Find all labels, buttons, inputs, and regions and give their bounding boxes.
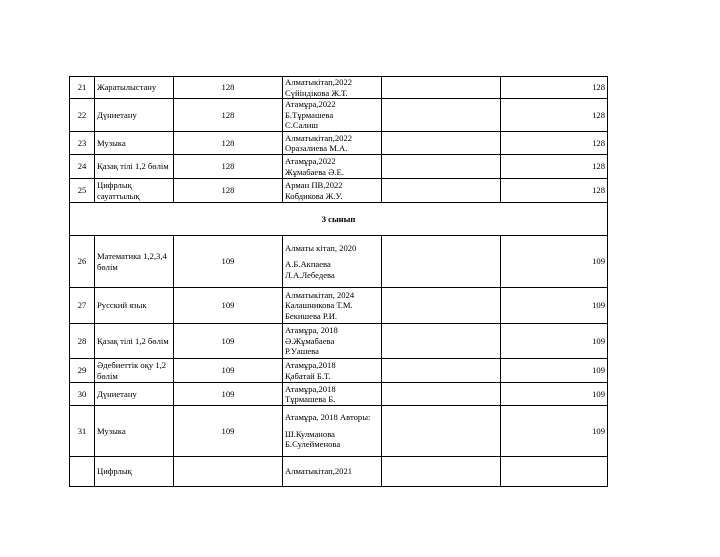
row-number: 25	[70, 179, 95, 203]
empty-cell	[382, 236, 501, 288]
student-count: 128	[174, 77, 283, 99]
publisher-line: Алматы кітап, 2020	[285, 242, 357, 253]
row-number: 28	[70, 324, 95, 359]
publisher-line: Атамұра,2018	[285, 383, 336, 394]
publisher-line: Калашникова Т.М.	[285, 300, 353, 311]
subject-name: Цифрлық	[95, 457, 174, 487]
quantity: 128	[501, 77, 608, 99]
publisher-line: Кобдикова Ж.У.	[285, 190, 343, 201]
publisher-line: Тұрмашева Б.	[285, 394, 336, 404]
student-count	[174, 457, 283, 487]
publisher-line: Қабатай Б.Т.	[285, 370, 331, 381]
publisher-line: Оразалиева М.А.	[285, 143, 348, 153]
subject-name: Музыка	[95, 132, 174, 155]
publisher-authors	[283, 99, 382, 132]
publisher-line: Ш.Кулманова	[285, 428, 335, 439]
table-row	[70, 77, 608, 99]
table-row	[70, 383, 608, 406]
empty-cell	[382, 324, 501, 359]
empty-cell	[382, 406, 501, 457]
quantity: 109	[501, 406, 608, 457]
quantity: 128	[501, 155, 608, 179]
table-body-grade-2	[70, 77, 608, 203]
row-number: 22	[70, 99, 95, 132]
publisher-authors	[283, 288, 382, 324]
subject-name: Музыка	[95, 406, 174, 457]
publisher-authors	[283, 179, 382, 203]
publisher-authors	[283, 324, 382, 359]
publisher-line: Алматыкітап,2022	[285, 77, 353, 87]
grade-section	[70, 203, 608, 236]
quantity	[501, 457, 608, 487]
table-row	[70, 99, 608, 132]
row-number: 24	[70, 155, 95, 179]
grade-header: 3 сынып	[70, 203, 608, 236]
publisher-line: Ә.Жұмабаева	[285, 335, 335, 346]
quantity: 109	[501, 324, 608, 359]
quantity: 128	[501, 99, 608, 132]
publisher-line: Бекишева Р.И.	[285, 310, 338, 321]
student-count: 128	[174, 155, 283, 179]
quantity: 109	[501, 288, 608, 324]
student-count: 109	[174, 236, 283, 288]
quantity: 128	[501, 132, 608, 155]
row-number: 30	[70, 383, 95, 406]
table-row	[70, 236, 608, 288]
publisher-line: А.Б.Акпаева	[285, 259, 331, 270]
student-count: 109	[174, 383, 283, 406]
publisher-authors	[283, 457, 382, 487]
student-count: 128	[174, 179, 283, 203]
table-row	[70, 155, 608, 179]
subject-name: Әдебиеттік оқу 1,2 бөлім	[95, 359, 174, 383]
empty-cell	[382, 457, 501, 487]
publisher-line: Атамұра,2022	[285, 99, 336, 110]
publisher-line: Б.Сулейменова	[285, 439, 341, 450]
empty-cell	[382, 99, 501, 132]
subject-name: Дүниетану	[95, 99, 174, 132]
subject-name: Русский язык	[95, 288, 174, 324]
publisher-line: С.Салиш	[285, 120, 319, 131]
student-count: 109	[174, 406, 283, 457]
publisher-line: Б.Тұрмашева	[285, 109, 334, 120]
table-body-grade-3	[70, 236, 608, 487]
row-number: 21	[70, 77, 95, 99]
empty-cell	[382, 132, 501, 155]
student-count: 128	[174, 132, 283, 155]
empty-cell	[382, 359, 501, 383]
empty-cell	[382, 288, 501, 324]
row-number: 29	[70, 359, 95, 383]
quantity: 109	[501, 236, 608, 288]
table-row	[70, 359, 608, 383]
publisher-authors	[283, 77, 382, 99]
publisher-authors	[283, 383, 382, 406]
student-count: 109	[174, 288, 283, 324]
publisher-line: Алматыкітап, 2024	[285, 289, 355, 300]
quantity: 128	[501, 179, 608, 203]
publisher-authors	[283, 132, 382, 155]
publisher-line: Алматыкітап,2022	[285, 132, 353, 143]
subject-name: Дүниетану	[95, 383, 174, 406]
publisher-line: Атамұра,2018	[285, 360, 336, 370]
publisher-line: Р.Уашева	[285, 346, 319, 357]
publisher-authors	[283, 236, 382, 288]
row-number	[70, 457, 95, 487]
student-count: 109	[174, 359, 283, 383]
publisher-line: Сүйіндікова Ж.Т.	[285, 87, 348, 98]
quantity: 109	[501, 383, 608, 406]
table-row	[70, 179, 608, 203]
publisher-line: Арман ПВ,2022	[285, 180, 343, 190]
publisher-line: Атамұра,2022	[285, 156, 336, 166]
student-count: 109	[174, 324, 283, 359]
subject-name: Цифрлық сауаттылық	[95, 179, 174, 203]
table-row	[70, 288, 608, 324]
student-count: 128	[174, 99, 283, 132]
subject-name: Жаратылыстану	[95, 77, 174, 99]
publisher-line: Атамұра, 2018	[285, 325, 338, 336]
row-number: 26	[70, 236, 95, 288]
publisher-line: Л.А.Лебедева	[285, 269, 335, 280]
table-row	[70, 457, 608, 487]
subject-name: Қазақ тілі 1,2 бөлім	[95, 324, 174, 359]
publisher-authors	[283, 155, 382, 179]
table-row	[70, 406, 608, 457]
subject-name: Қазақ тілі 1,2 бөлім	[95, 155, 174, 179]
row-number: 27	[70, 288, 95, 324]
publisher-authors	[283, 359, 382, 383]
quantity: 109	[501, 359, 608, 383]
grade-header-row	[70, 203, 608, 236]
publisher-line: Атамұра, 2018 Авторы:	[285, 412, 371, 423]
publisher-authors	[283, 406, 382, 457]
row-number: 23	[70, 132, 95, 155]
empty-cell	[382, 179, 501, 203]
publisher-line: Алматыкітап,2021	[285, 466, 353, 477]
subject-name: Математика 1,2,3,4 бөлім	[95, 236, 174, 288]
empty-cell	[382, 383, 501, 406]
empty-cell	[382, 77, 501, 99]
row-number: 31	[70, 406, 95, 457]
empty-cell	[382, 155, 501, 179]
textbook-table	[69, 76, 608, 487]
publisher-line: Жұмабаева Ә.Е.	[285, 166, 344, 177]
table-row	[70, 132, 608, 155]
table-row	[70, 324, 608, 359]
